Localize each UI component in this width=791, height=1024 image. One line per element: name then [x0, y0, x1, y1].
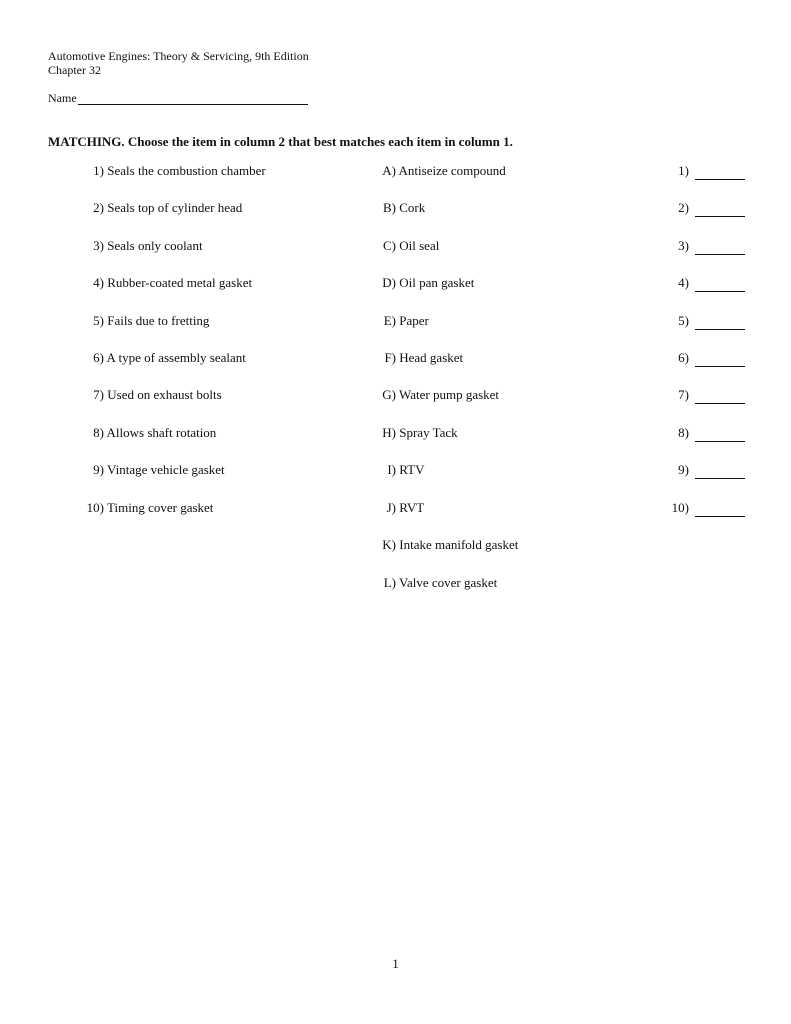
column1-number: 3) — [93, 238, 104, 253]
column1-item — [60, 461, 280, 479]
column2-text: Antiseize compound — [398, 163, 506, 178]
column1-item — [60, 274, 280, 292]
answer-slot — [655, 199, 750, 217]
matching-row — [0, 199, 791, 217]
column2-item — [360, 237, 580, 255]
column2-item — [360, 424, 580, 442]
name-blank-line[interactable] — [78, 92, 308, 105]
answer-blank-line[interactable] — [695, 315, 745, 330]
answer-blank-line[interactable] — [695, 352, 745, 367]
column2-letter: E) — [383, 313, 396, 328]
column2-text: Cork — [399, 200, 426, 215]
column1-number: 5) — [93, 313, 104, 328]
answer-slot — [655, 461, 750, 479]
column2-text: Valve cover gasket — [399, 575, 498, 590]
matching-row — [0, 461, 791, 479]
answer-number: 4) — [678, 275, 689, 290]
header-book-title: Automotive Engines: Theory & Servicing, 9th Edition — [48, 49, 309, 63]
column2-text: RTV — [399, 462, 425, 477]
column1-number: 6) — [93, 350, 104, 365]
column2-letter: C) — [383, 238, 396, 253]
answer-blank-line[interactable] — [695, 464, 745, 479]
column2-letter: K) — [382, 537, 396, 552]
answer-number: 7) — [678, 387, 689, 402]
answer-slot — [655, 162, 750, 180]
column2-item — [360, 162, 580, 180]
column1-text: Used on exhaust bolts — [107, 387, 222, 402]
instructions: MATCHING. Choose the item in column 2 that best matches each item in column 1. — [48, 134, 513, 149]
page-number: 1 — [392, 956, 399, 971]
column1-text: Fails due to fretting — [107, 313, 210, 328]
answer-number: 1) — [678, 163, 689, 178]
column2-letter: F) — [384, 350, 396, 365]
answer-blank-line[interactable] — [695, 502, 745, 517]
answer-blank-line[interactable] — [695, 165, 745, 180]
column2-text: Oil seal — [399, 238, 440, 253]
column1-item — [60, 349, 280, 367]
column1-text: Seals top of cylinder head — [107, 200, 243, 215]
column1-number: 8) — [93, 425, 104, 440]
column2-text: Head gasket — [399, 350, 464, 365]
answer-slot — [655, 237, 750, 255]
column2-item — [360, 274, 580, 292]
column1-item — [60, 237, 280, 255]
column2-text: Intake manifold gasket — [399, 537, 519, 552]
column1-number: 4) — [93, 275, 104, 290]
column2-text: Oil pan gasket — [399, 275, 475, 290]
column2-text: RVT — [399, 500, 425, 515]
answer-number: 10) — [671, 500, 689, 515]
answer-blank-line[interactable] — [695, 427, 745, 442]
column1-number: 7) — [93, 387, 104, 402]
column2-letter: J) — [386, 500, 396, 515]
answer-number: 8) — [678, 425, 689, 440]
name-label: Name — [48, 91, 77, 105]
column1-item — [60, 199, 280, 217]
column2-item — [360, 499, 580, 517]
column1-item — [60, 162, 280, 180]
column2-item — [360, 386, 580, 404]
column2-text: Spray Tack — [399, 425, 458, 440]
column1-text: Timing cover gasket — [107, 500, 214, 515]
matching-row — [0, 349, 791, 367]
column2-text: Water pump gasket — [399, 387, 500, 402]
answer-slot — [655, 349, 750, 367]
column2-item — [360, 536, 580, 554]
column2-letter: B) — [383, 200, 396, 215]
column2-text: Paper — [399, 313, 429, 328]
column1-number: 10) — [86, 500, 104, 515]
header-chapter: Chapter 32 — [48, 63, 101, 77]
name-field — [48, 91, 308, 105]
column1-item — [60, 312, 280, 330]
column2-item — [360, 312, 580, 330]
answer-number: 3) — [678, 238, 689, 253]
matching-row — [0, 274, 791, 292]
column2-letter: G) — [382, 387, 396, 402]
answer-slot — [655, 274, 750, 292]
matching-row — [0, 536, 791, 554]
answer-slot — [655, 499, 750, 517]
column1-number: 2) — [93, 200, 104, 215]
column1-item — [60, 386, 280, 404]
column2-letter: A) — [382, 163, 396, 178]
matching-row — [0, 312, 791, 330]
column2-letter: D) — [382, 275, 396, 290]
column1-item — [60, 424, 280, 442]
column1-item — [60, 499, 280, 517]
column2-item — [360, 461, 580, 479]
column1-text: Allows shaft rotation — [106, 425, 217, 440]
column2-item — [360, 574, 580, 592]
column2-letter: H) — [382, 425, 396, 440]
matching-row — [0, 499, 791, 517]
answer-blank-line[interactable] — [695, 389, 745, 404]
column2-letter: L) — [383, 575, 396, 590]
answer-slot — [655, 312, 750, 330]
column1-text: Vintage vehicle gasket — [107, 462, 225, 477]
column1-text: Seals the combustion chamber — [107, 163, 266, 178]
answer-blank-line[interactable] — [695, 202, 745, 217]
answer-blank-line[interactable] — [695, 240, 745, 255]
column1-text: Rubber-coated metal gasket — [107, 275, 253, 290]
answer-number: 6) — [678, 350, 689, 365]
matching-row — [0, 162, 791, 180]
column2-item — [360, 349, 580, 367]
column1-number: 1) — [93, 163, 104, 178]
matching-row — [0, 237, 791, 255]
answer-slot — [655, 424, 750, 442]
answer-slot — [655, 386, 750, 404]
column2-letter: I) — [387, 462, 396, 477]
matching-row — [0, 574, 791, 592]
answer-blank-line[interactable] — [695, 277, 745, 292]
answer-number: 5) — [678, 313, 689, 328]
answer-number: 2) — [678, 200, 689, 215]
answer-number: 9) — [678, 462, 689, 477]
column1-text: Seals only coolant — [107, 238, 203, 253]
matching-row — [0, 424, 791, 442]
column2-item — [360, 199, 580, 217]
column1-text: A type of assembly sealant — [106, 350, 246, 365]
matching-row — [0, 386, 791, 404]
column1-number: 9) — [93, 462, 104, 477]
